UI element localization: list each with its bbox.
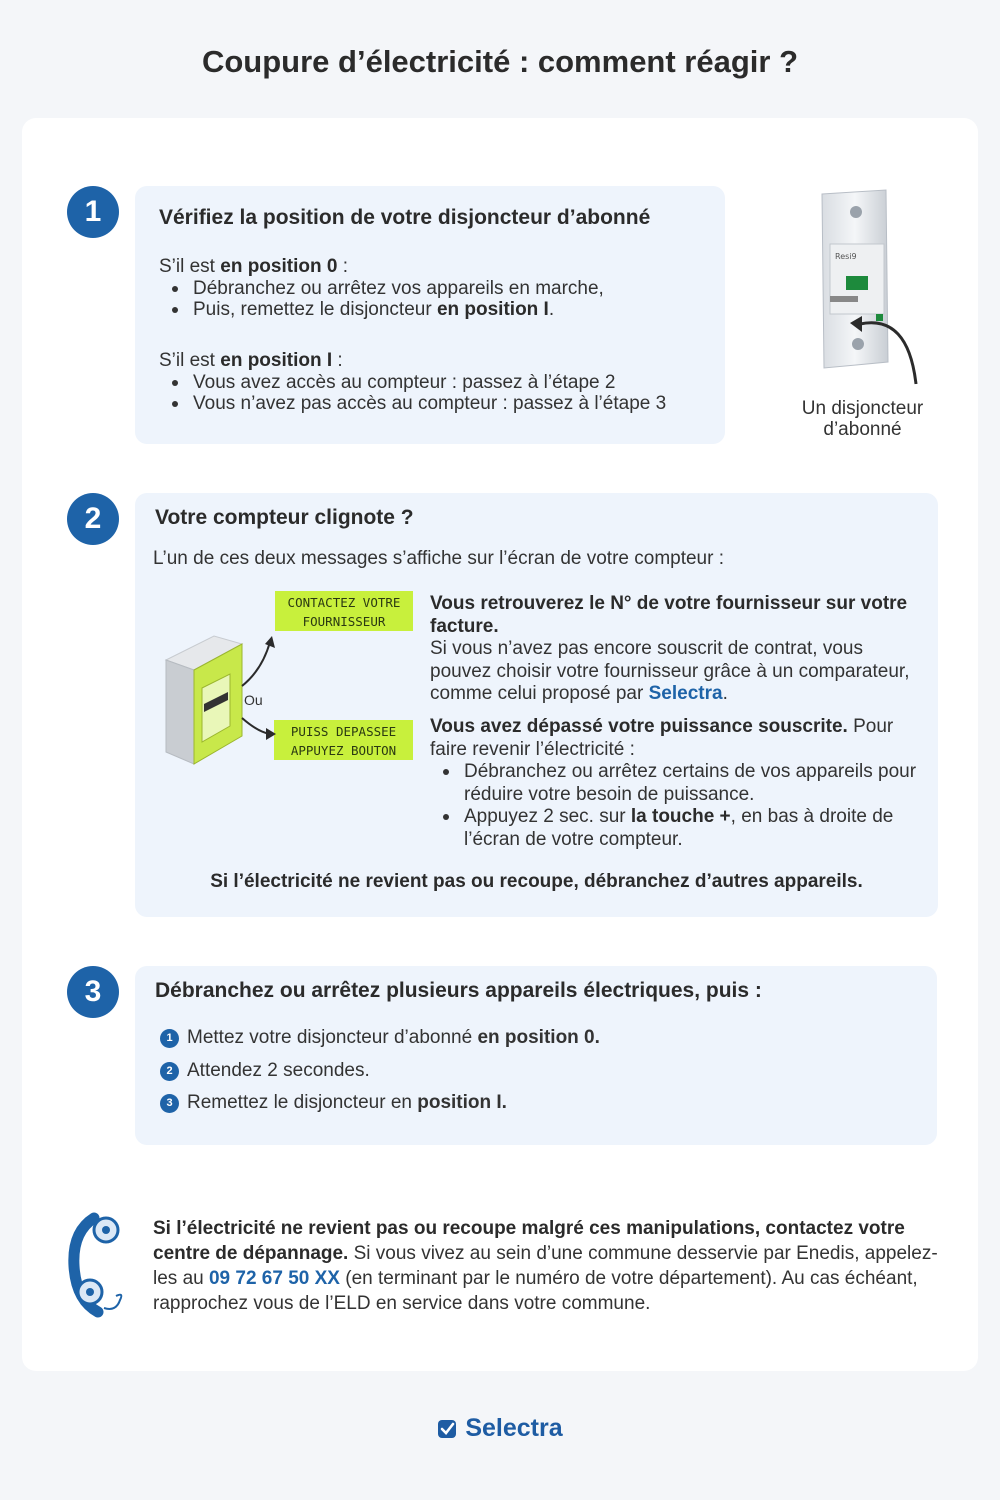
substep-3: 3 Remettez le disjoncteur en position I.: [160, 1092, 507, 1114]
selectra-check-icon: [437, 1419, 457, 1439]
step-2-title: Votre compteur clignote ?: [155, 506, 414, 529]
step-1-case-i: S’il est en position I : Vous avez accès au compteur : passez à l’étape 2 Vous n’avez pas accès au compteur : passez à l’étape 3: [159, 350, 709, 415]
page-title: Coupure d’électricité : comment réagir ?: [201, 44, 799, 79]
list-item: Débranchez ou arrêtez certains de vos appareils pour réduire votre besoin de puissance.: [430, 761, 920, 806]
step-1-badge: 1: [67, 186, 119, 238]
breaker-brand: Resi9: [835, 252, 857, 261]
step-2-intro: L’un de ces deux messages s’affiche sur l’écran de votre compteur :: [153, 548, 725, 569]
step-2-badge: 2: [67, 493, 119, 545]
list-item: Puis, remettez le disjoncteur en position I.: [159, 299, 709, 321]
step-3-badge: 3: [67, 966, 119, 1018]
message-1-text: Vous retrouverez le N° de votre fournisseur sur votre facture. Si vous n’avez pas encore souscrit de contrat, vous pouvez choisir votre fournisseur grâce à un comparateur, comme celui proposé par Selectra.: [430, 593, 910, 704]
breaker-caption: Un disjoncteur d’abonné: [801, 398, 924, 440]
list-item: Vous n’avez pas accès au compteur : passez à l’étape 3: [159, 393, 709, 415]
list-item: Appuyez 2 sec. sur la touche +, en bas à droite de l’écran de votre compteur.: [430, 806, 920, 851]
substep-2: 2 Attendez 2 secondes.: [160, 1060, 370, 1082]
list-item: Vous avez accès au compteur : passez à l’étape 2: [159, 372, 709, 394]
step-1-box: [135, 186, 725, 444]
list-item: Débranchez ou arrêtez vos appareils en marche,: [159, 278, 709, 300]
breaker-illustration: [790, 186, 940, 391]
meter-illustration: [162, 630, 282, 770]
message-2-text: Vous avez dépassé votre puissance souscrite. Pour faire revenir l’électricité : Débranchez ou arrêtez certains de vos appareils pour réduire votre besoin de puissance. Appuyez 2 sec. sur la touche +, en bas à droite de l’écran de votre compteur.: [430, 716, 920, 851]
phone-number[interactable]: 09 72 67 50 XX: [208, 1268, 340, 1289]
contact-text: Si l’électricité ne revient pas ou recoupe malgré ces manipulations, contactez votre centre de dépannage. Si vous vivez au sein d’une commune desservie par Enedis, appelez-les au 09 72 67 50 XX (en terminant par le numéro de votre département). Au cas échéant, rapprochez vous de l’ELD en service dans votre commune.: [153, 1218, 938, 1314]
step-1-case-0: S’il est en position 0 : Débranchez ou arrêtez vos appareils en marche, Puis, remettez le disjoncteur en position I.: [159, 256, 709, 321]
or-label: Ou: [244, 692, 263, 708]
screen-power-exceeded: PUISS DEPASSEE APPUYEZ BOUTON: [274, 720, 413, 760]
screen-contact-supplier: CONTACTEZ VOTRE FOURNISSEUR: [275, 591, 413, 631]
phone-icon: [68, 1212, 130, 1318]
footer-brand: Selectra: [465, 1414, 563, 1442]
selectra-link[interactable]: Selectra: [648, 683, 723, 704]
footer-logo[interactable]: [0, 1414, 1000, 1443]
step-3-title: Débranchez ou arrêtez plusieurs appareils électriques, puis :: [155, 979, 762, 1002]
step-3-box: [135, 966, 937, 1145]
step-1-title: Vérifiez la position de votre disjoncteur d’abonné: [159, 206, 651, 229]
substep-1: 1 Mettez votre disjoncteur d’abonné en position 0.: [160, 1027, 600, 1049]
step-2-conclusion: Si l’électricité ne revient pas ou recoupe, débranchez d’autres appareils.: [210, 871, 863, 892]
